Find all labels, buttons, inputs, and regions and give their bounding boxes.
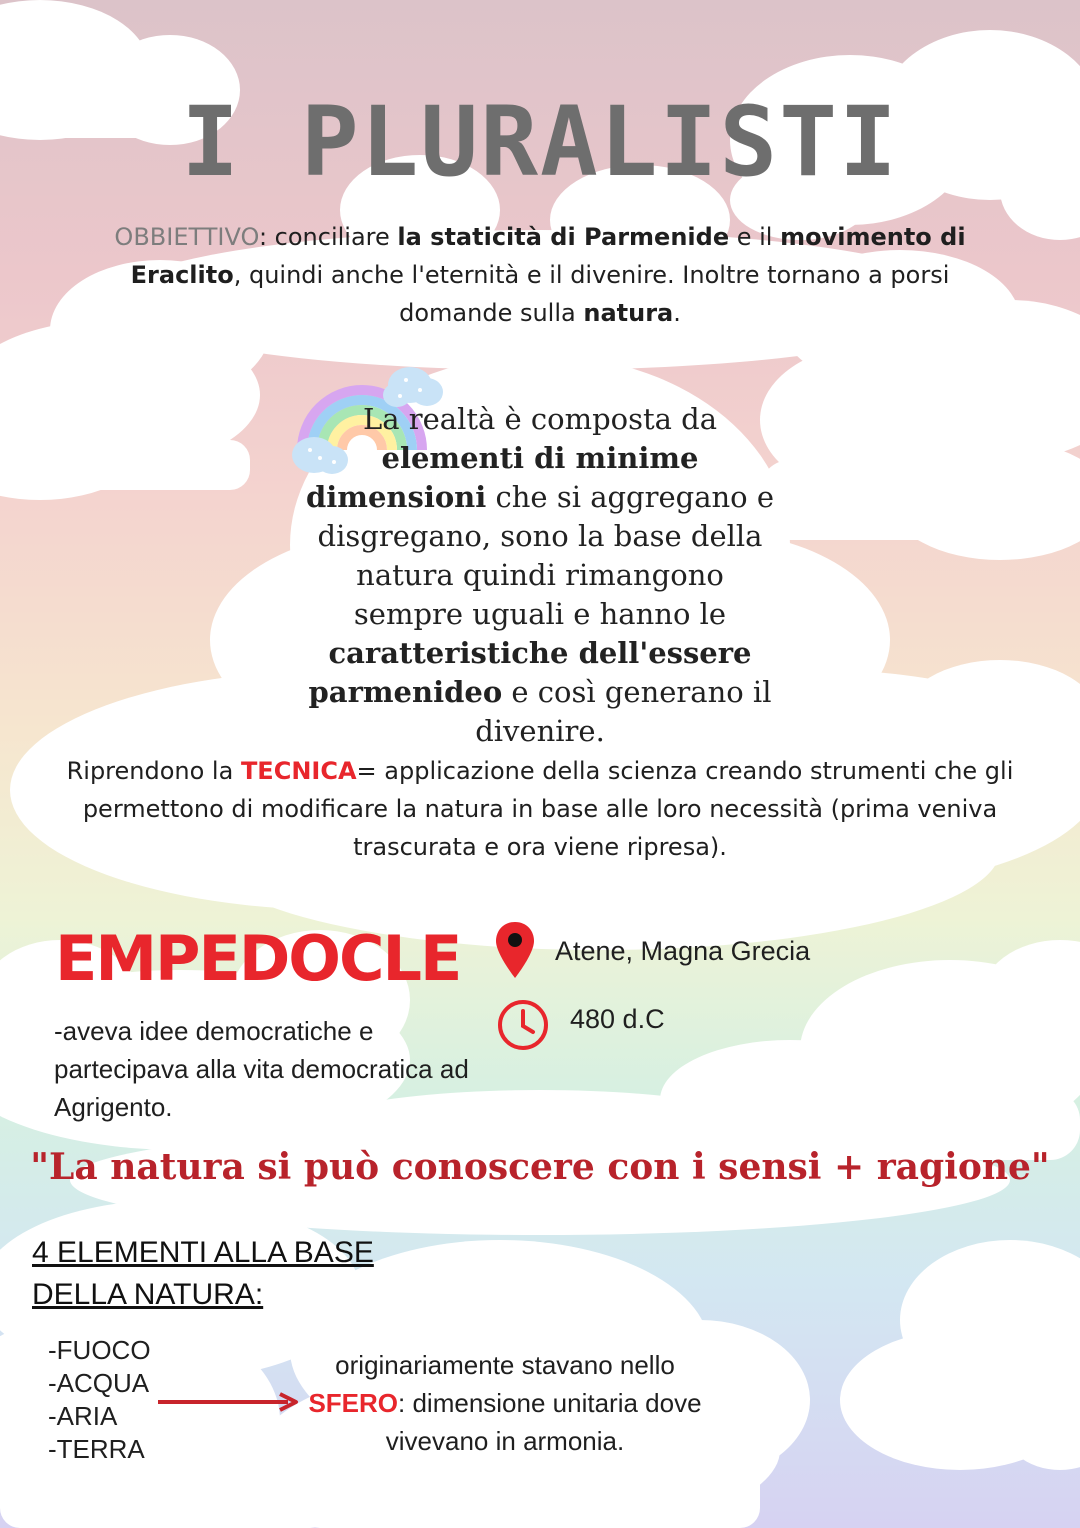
objective-label: OBBIETTIVO (114, 223, 259, 251)
text-span: = applicazione della scienza creando strumenti che gli permettono di modificare la natura in base alle loro necessità (prima veniva trascurata e ora viene ripresa). (82, 757, 1014, 861)
text-span: e il (729, 223, 781, 251)
list-item: -ARIA (48, 1401, 118, 1431)
text-span: e così generano il divenire. (475, 675, 772, 748)
bold-span: caratteristiche dell'essere parmenideo (308, 636, 752, 709)
list-item: -TERRA (48, 1434, 145, 1464)
objective-paragraph (90, 218, 990, 332)
bold-span: natura (583, 299, 674, 327)
reality-paragraph (300, 400, 780, 751)
map-pin-icon (494, 920, 536, 980)
tecnica-keyword: TECNICA (240, 757, 357, 785)
text-span: Riprendono la (66, 757, 241, 785)
empedocle-heading: EMPEDOCLE (55, 922, 461, 995)
text-span: che si aggregano e disgregano, sono la base della natura quindi rimangono sempre uguali e hanno le (317, 480, 775, 631)
text-span: originariamente stavano nello (335, 1350, 675, 1380)
page-title: I PLURALISTI (181, 86, 899, 198)
text-span: , quindi anche l'eternità e il divenire. Inoltre tornano a porsi domande sulla (233, 261, 950, 327)
date-text: 480 d.C (570, 1004, 665, 1034)
clock-icon (496, 998, 550, 1052)
place-text: Atene, Magna Grecia (555, 936, 811, 966)
bold-span: movimento di Eraclito (130, 223, 966, 289)
cloud-shape (840, 1240, 1080, 1470)
bold-span: elementi di minime dimensioni (305, 441, 699, 514)
sfero-keyword: SFERO (308, 1388, 399, 1418)
text-span: : conciliare (258, 223, 398, 251)
sfero-paragraph (300, 1346, 710, 1460)
elements-heading: 4 ELEMENTI ALLA BASE DELLA NATURA: (32, 1236, 374, 1311)
arrow-right-icon (156, 1390, 302, 1414)
text-span: La realtà è composta da (362, 402, 718, 436)
text-span: . (673, 299, 681, 327)
tecnica-paragraph (50, 752, 1030, 866)
elements-list (48, 1334, 151, 1466)
empedocle-description: -aveva idee democratiche e partecipava alla vita democratica ad Agrigento. (54, 1016, 469, 1122)
cloud-shape (0, 320, 260, 500)
list-item: -ACQUA (48, 1368, 150, 1398)
bold-span: la staticità di Parmenide (397, 223, 730, 251)
quote-text: "La natura si può conoscere con i sensi + ragione" (30, 1146, 1050, 1188)
list-item: -FUOCO (48, 1335, 151, 1365)
text-span: : dimensione unitaria dove vivevano in armonia. (385, 1388, 702, 1456)
